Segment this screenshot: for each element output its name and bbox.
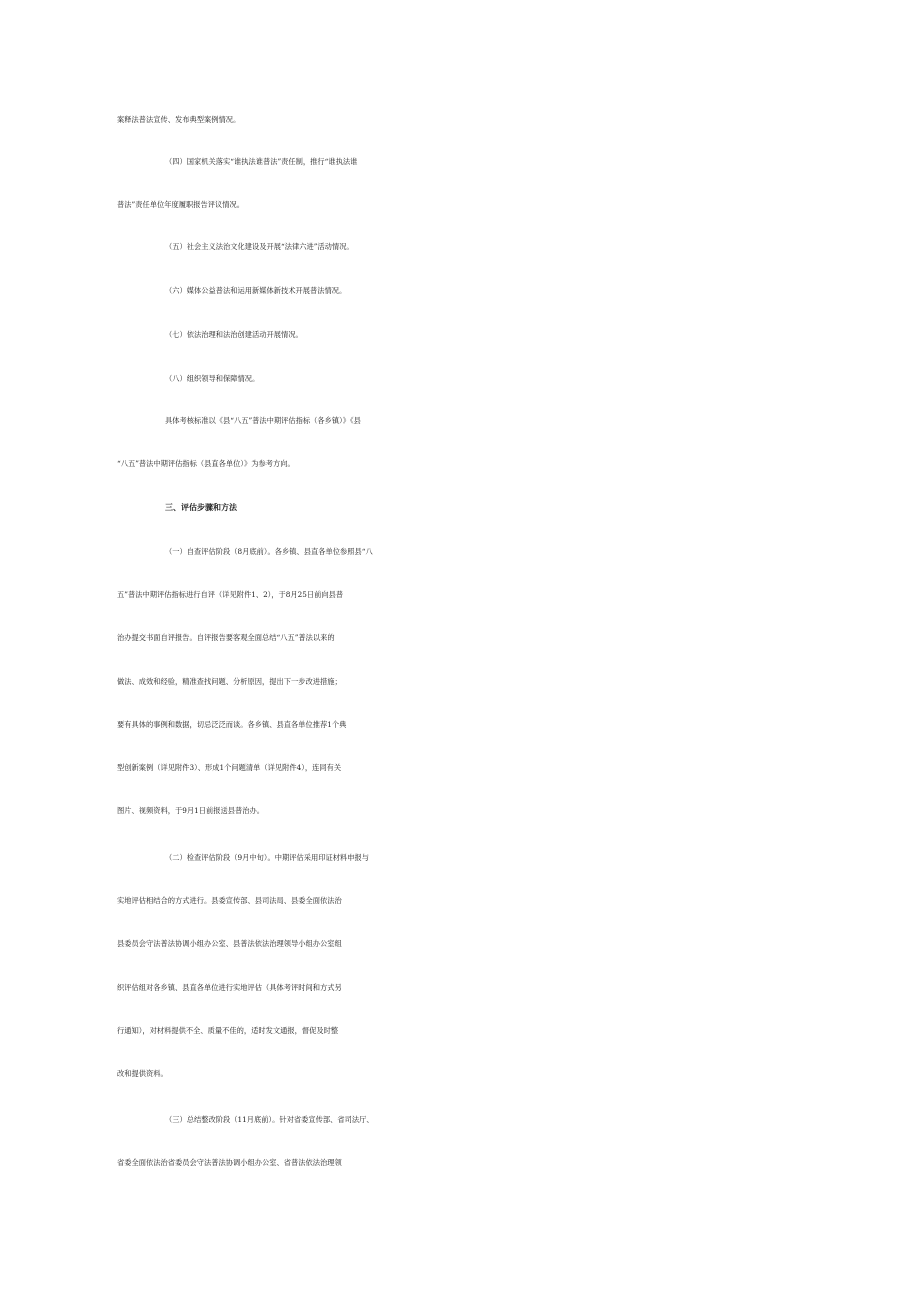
- item-five-line: （五）社会主义法治文化建设及开展“法律六进”活动情况。: [165, 242, 354, 251]
- step-two-line: （二）检查评估阶段（9月中旬）。中期评估采用印证材料申报与: [165, 853, 369, 862]
- item-four-line: （四）国家机关落实“谁执法谁普法”责任制，推行“谁执法谁: [165, 157, 358, 166]
- paragraph-line: 要有具体的事例和数据，切忌泛泛而谈。各乡镇、县直各单位推荐1个典: [117, 720, 347, 729]
- paragraph-line: 行通知），对材料提供不全、质量不佳的，适时发文通报，督促及时整: [117, 1026, 339, 1035]
- paragraph-line: 县委员会守法普法协调小组办公室、县普法依法治理领导小组办公室组: [117, 939, 342, 948]
- paragraph-line: 实地评估相结合的方式进行。县委宣传部、县司法局、县委全面依法治: [117, 896, 342, 905]
- item-six-line: （六）媒体公益普法和运用新媒体新技术开展普法情况。: [165, 286, 347, 295]
- paragraph-line: 普法”责任单位年度履职报告评议情况。: [117, 200, 244, 209]
- paragraph-line: 图片、视频资料，于9月1日前报送县普治办。: [117, 806, 264, 815]
- paragraph-line: “八五”普法中期评估指标（县直各单位）》为参考方向。: [117, 459, 295, 468]
- section-heading: 三、评估步骤和方法: [165, 503, 237, 512]
- paragraph-line: 具体考核标准以《县“八五”普法中期评估指标（各乡镇）》《县: [165, 416, 361, 425]
- paragraph-line: 改和提供资料。: [117, 1069, 168, 1078]
- step-three-line: （三）总结整改阶段（11月底前）。针对省委宣传部、省司法厅、: [165, 1115, 374, 1124]
- item-seven-line: （七）依法治理和法治创建活动开展情况。: [165, 330, 303, 339]
- paragraph-line: 织评估组对各乡镇、县直各单位进行实地评估（具体考评时间和方式另: [117, 983, 342, 992]
- item-eight-line: （八）组织领导和保障情况。: [165, 374, 260, 383]
- paragraph-line: 做法、成效和经验，精准查找问题、分析原因，提出下一步改进措施；: [117, 677, 342, 686]
- step-one-line: （一）自查评估阶段（8月底前）。各乡镇、县直各单位参照县“八: [165, 547, 373, 556]
- paragraph-line: 案释法普法宣传、发布典型案例情况。: [117, 115, 241, 124]
- paragraph-line: 省委全面依法治省委员会守法普法协调小组办公室、省普法依法治理领: [117, 1158, 342, 1167]
- paragraph-line: 治办提交书面自评报告。自评报告要客观全面总结“八五”普法以来的: [117, 633, 335, 642]
- paragraph-line: 五”普法中期评估指标进行自评（详见附件1、2），于8月25日前向县普: [117, 590, 344, 599]
- paragraph-line: 型创新案例（详见附件3）、形成1个问题清单（详见附件4），连同有关: [117, 763, 342, 772]
